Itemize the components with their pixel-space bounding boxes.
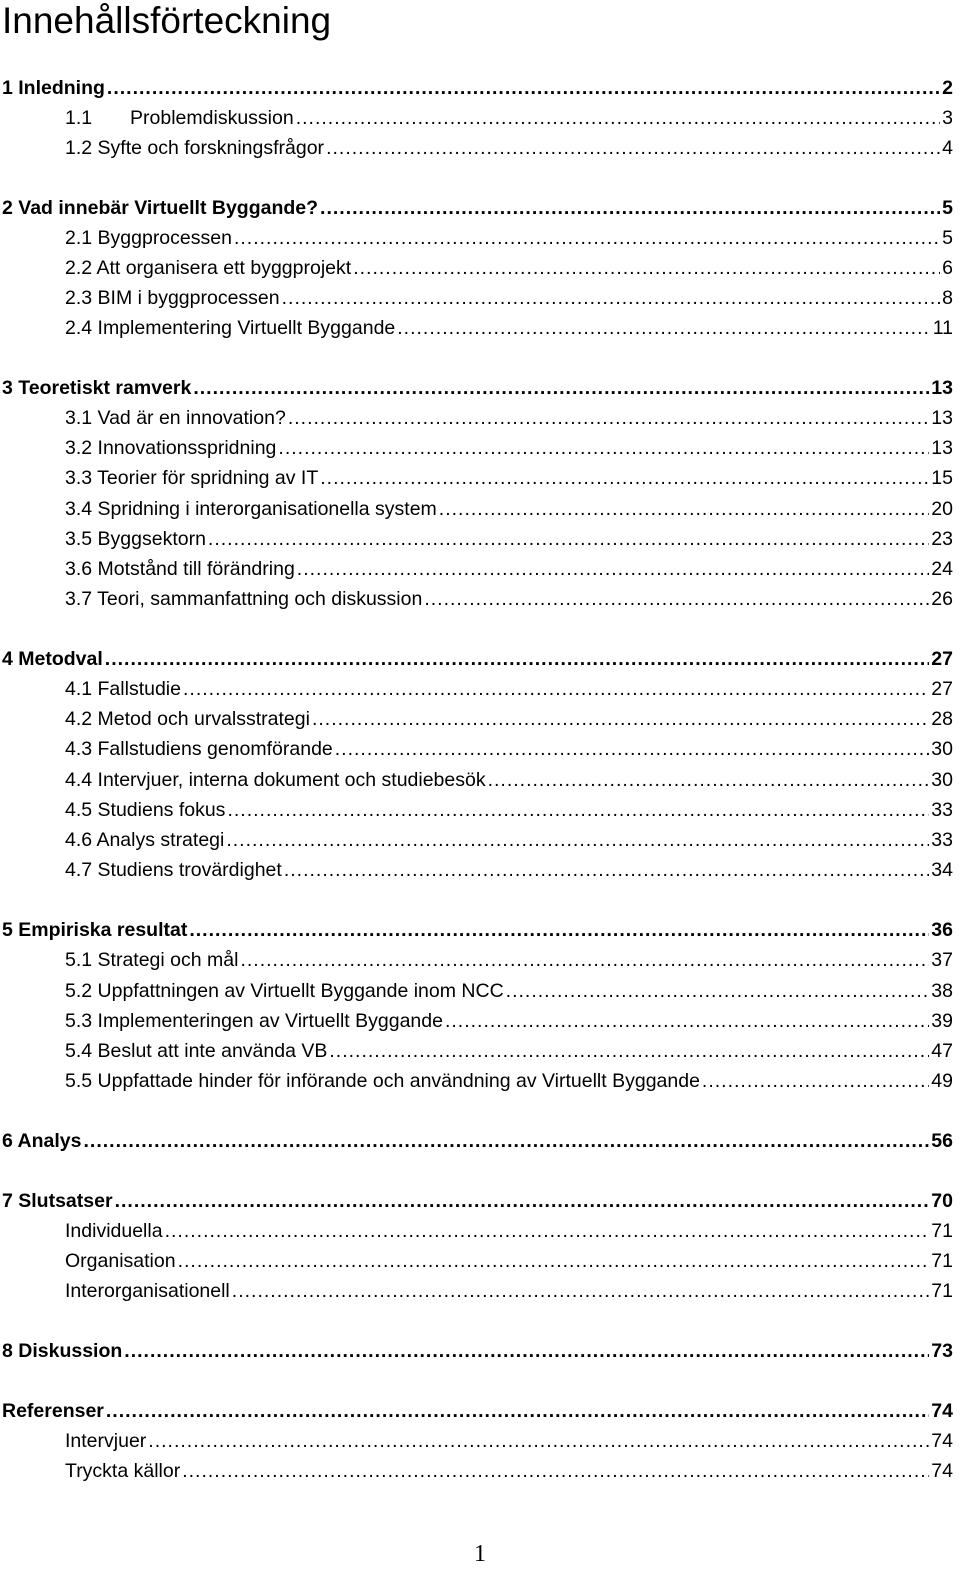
toc-dot-leader <box>335 737 930 761</box>
toc-entry-page: 8 <box>942 287 953 309</box>
toc-entry-page: 37 <box>931 949 953 971</box>
toc-chapter-entry[interactable] <box>0 1333 953 1363</box>
toc-dot-leader <box>105 647 930 671</box>
toc-entry-label: 2 Vad innebär Virtuellt Byggande? <box>2 197 319 219</box>
toc-dot-leader <box>397 316 930 340</box>
toc-entry-label: 6 Analys <box>2 1130 82 1152</box>
toc-section-entry[interactable] <box>0 400 953 430</box>
toc-entry-page: 56 <box>931 1130 953 1152</box>
toc-entry-label: 4.6 Analys strategi <box>65 829 225 851</box>
toc-section-entry[interactable] <box>0 581 953 611</box>
toc-entry-page: 33 <box>931 799 953 821</box>
toc-dot-leader <box>506 979 930 1003</box>
toc-entry-page: 4 <box>942 137 953 159</box>
toc-section-entry[interactable] <box>0 1453 953 1483</box>
toc-entry-label: 5.5 Uppfattade hinder för införande och användning av Virtuellt Byggande <box>65 1070 700 1092</box>
toc-dot-leader <box>183 677 929 701</box>
toc-section-entry[interactable] <box>0 430 953 460</box>
toc-section-entry[interactable] <box>0 1273 953 1303</box>
toc-section-entry[interactable] <box>0 220 953 250</box>
toc-dot-leader <box>320 196 940 220</box>
toc-section-entry[interactable] <box>0 130 953 160</box>
toc-entry-label: Tryckta källor <box>65 1460 181 1482</box>
toc-dot-leader <box>297 557 930 581</box>
toc-entry-page: 28 <box>931 708 953 730</box>
toc-entry-page: 73 <box>931 1340 953 1362</box>
toc-entry-page: 27 <box>931 648 953 670</box>
toc-dot-leader <box>182 1459 929 1483</box>
toc-entry-label: 3.3 Teorier för spridning av IT <box>65 467 319 489</box>
toc-dot-leader <box>702 1069 929 1093</box>
toc-dot-leader <box>240 948 929 972</box>
toc-dot-leader <box>320 466 929 490</box>
toc-section-entry[interactable] <box>0 1003 953 1033</box>
toc-entry-page: 71 <box>931 1280 953 1302</box>
toc-entry-label: 5.1 Strategi och mål <box>65 949 239 971</box>
toc-entry-page: 11 <box>932 317 953 339</box>
toc-entry-page: 24 <box>931 558 953 580</box>
toc-entry-label: 2.1 Byggprocessen <box>65 227 232 249</box>
toc-entry-page: 5 <box>942 197 953 219</box>
toc-chapter-entry[interactable] <box>0 1393 953 1423</box>
toc-entry-label: 4.4 Intervjuer, interna dokument och studiebesök <box>65 769 486 791</box>
toc-section-entry[interactable] <box>0 250 953 280</box>
toc-dot-leader <box>488 768 930 792</box>
toc-chapter-entry[interactable] <box>0 1183 953 1213</box>
toc-chapter-entry[interactable] <box>0 70 953 100</box>
toc-entry-page: 27 <box>931 678 953 700</box>
toc-section-entry[interactable] <box>0 701 953 731</box>
toc-entry-label: 4.2 Metod och urvalsstrategi <box>65 708 310 730</box>
toc-dot-leader <box>106 1399 929 1423</box>
toc-entry-label: 5.2 Uppfattningen av Virtuellt Byggande inom NCC <box>65 980 504 1002</box>
toc-entry-page: 34 <box>931 859 953 881</box>
toc-section-entry[interactable] <box>0 491 953 521</box>
toc-dot-leader <box>189 918 929 942</box>
toc-section-entry[interactable] <box>0 280 953 310</box>
toc-entry-page: 38 <box>931 980 953 1002</box>
toc-entry-label: 3 Teoretiskt ramverk <box>2 377 192 399</box>
toc-entry-page: 5 <box>942 227 953 249</box>
toc-entry-label: 2.3 BIM i byggprocessen <box>65 287 280 309</box>
toc-entry-label: 2.2 Att organisera ett byggprojekt <box>65 257 352 279</box>
toc-entry-page: 13 <box>931 377 953 399</box>
toc-dot-leader <box>84 1129 930 1153</box>
toc-entry-page: 26 <box>931 588 953 610</box>
toc-entry-label: 7 Slutsatser <box>2 1190 113 1212</box>
toc-section-entry[interactable] <box>0 1423 953 1453</box>
toc-entry-label: 8 Diskussion <box>2 1340 123 1362</box>
toc-chapter-entry[interactable] <box>0 1123 953 1153</box>
toc-chapter-entry[interactable] <box>0 190 953 220</box>
toc-entry-page: 33 <box>931 829 953 851</box>
toc-dot-leader <box>227 798 929 822</box>
toc-section-entry[interactable] <box>0 310 953 340</box>
toc-entry-page: 74 <box>931 1430 953 1452</box>
toc-entry-label: 1 Inledning <box>2 77 105 99</box>
toc-entry-page: 74 <box>931 1400 953 1422</box>
toc-entry-page: 36 <box>931 919 953 941</box>
toc-section-entry[interactable] <box>0 1213 953 1243</box>
toc-entry-label: 4.5 Studiens fokus <box>65 799 226 821</box>
toc-entry-page: 71 <box>931 1250 953 1272</box>
toc-entry-label: 5 Empiriska resultat <box>2 919 188 941</box>
toc-entry-page: 3 <box>942 107 953 129</box>
toc-entry-page: 71 <box>931 1220 953 1242</box>
toc-entry-page: 6 <box>942 257 953 279</box>
toc-dot-leader <box>124 1339 929 1363</box>
toc-section-entry[interactable] <box>0 792 953 822</box>
toc-dot-leader <box>445 1009 929 1033</box>
toc-entry-label: 4.7 Studiens trovärdighet <box>65 859 282 881</box>
toc-entry-label: 1.2 Syfte och forskningsfrågor <box>65 137 325 159</box>
toc-section-entry[interactable] <box>0 551 953 581</box>
toc-entry-page: 47 <box>931 1040 953 1062</box>
toc-dot-leader <box>193 376 929 400</box>
page-title: Innehållsförteckning <box>2 0 332 41</box>
toc-entry-label: 1.1 Problemdiskussion <box>65 107 294 129</box>
toc-section-entry[interactable] <box>0 460 953 490</box>
toc-entry-label: Referenser <box>2 1400 104 1422</box>
toc-chapter-entry[interactable] <box>0 912 953 942</box>
toc-entry-label: Interorganisationell <box>65 1280 230 1302</box>
toc-dot-leader <box>284 858 929 882</box>
toc-dot-leader <box>296 106 940 130</box>
toc-entry-label: 3.6 Motstånd till förändring <box>65 558 295 580</box>
toc-entry-page: 30 <box>931 769 953 791</box>
toc-section-entry[interactable] <box>0 1063 953 1093</box>
toc-dot-leader <box>439 497 930 521</box>
toc-dot-leader <box>115 1189 930 1213</box>
toc-entry-page: 13 <box>931 407 953 429</box>
toc-entry-label: 4.3 Fallstudiens genomförande <box>65 738 333 760</box>
toc-dot-leader <box>329 1039 929 1063</box>
toc-entry-label: 5.4 Beslut att inte använda VB <box>65 1040 328 1062</box>
toc-dot-leader <box>288 406 929 430</box>
toc-entry-page: 74 <box>931 1460 953 1482</box>
toc-entry-label: 3.4 Spridning i interorganisationella system <box>65 498 437 520</box>
toc-section-entry[interactable] <box>0 942 953 972</box>
toc-entry-label: 5.3 Implementeringen av Virtuellt Byggande <box>65 1010 443 1032</box>
toc-dot-leader <box>148 1429 929 1453</box>
toc-dot-leader <box>326 136 940 160</box>
toc-entry-label: Organisation <box>65 1250 176 1272</box>
toc-section-entry[interactable] <box>0 762 953 792</box>
toc-dot-leader <box>107 76 940 100</box>
toc-section-entry[interactable] <box>0 1033 953 1063</box>
toc-section-entry[interactable] <box>0 973 953 1003</box>
toc-entry-label: Intervjuer <box>65 1430 147 1452</box>
toc-entry-page: 23 <box>931 528 953 550</box>
toc-entry-label: Individuella <box>65 1220 163 1242</box>
toc-section-entry[interactable] <box>0 671 953 701</box>
toc-section-entry[interactable] <box>0 100 953 130</box>
toc-entry-label: 4.1 Fallstudie <box>65 678 181 700</box>
toc-entry-label: 2.4 Implementering Virtuellt Byggande <box>65 317 396 339</box>
toc-entry-page: 2 <box>942 77 953 99</box>
toc-dot-leader <box>178 1249 930 1273</box>
toc-section-entry[interactable] <box>0 852 953 882</box>
toc-dot-leader <box>165 1219 930 1243</box>
toc-entry-page: 20 <box>931 498 953 520</box>
page-number: 1 <box>474 1541 486 1567</box>
toc-entry-page: 70 <box>931 1190 953 1212</box>
toc-dot-leader <box>312 707 929 731</box>
toc-dot-leader <box>424 587 929 611</box>
toc-dot-leader <box>226 828 929 852</box>
toc-entry-label: 3.7 Teori, sammanfattning och diskussion <box>65 588 423 610</box>
toc-dot-leader <box>282 286 941 310</box>
toc-entry-page: 13 <box>931 437 953 459</box>
toc-dot-leader <box>353 256 940 280</box>
toc-entry-page: 30 <box>931 738 953 760</box>
toc-dot-leader <box>232 1279 930 1303</box>
toc-entry-label: 4 Metodval <box>2 648 103 670</box>
toc-section-entry[interactable] <box>0 731 953 761</box>
toc-chapter-entry[interactable] <box>0 641 953 671</box>
toc-entry-page: 15 <box>931 467 953 489</box>
toc-chapter-entry[interactable] <box>0 370 953 400</box>
toc-dot-leader <box>234 226 940 250</box>
toc-entry-label: 3.1 Vad är en innovation? <box>65 407 286 429</box>
toc-dot-leader <box>278 436 929 460</box>
toc-entry-page: 39 <box>931 1010 953 1032</box>
toc-section-entry[interactable] <box>0 822 953 852</box>
toc-dot-leader <box>208 527 929 551</box>
toc-entry-page: 49 <box>931 1070 953 1092</box>
toc-section-entry[interactable] <box>0 521 953 551</box>
toc-entry-label: 3.5 Byggsektorn <box>65 528 206 550</box>
toc-entry-label: 3.2 Innovationsspridning <box>65 437 277 459</box>
toc-section-entry[interactable] <box>0 1243 953 1273</box>
